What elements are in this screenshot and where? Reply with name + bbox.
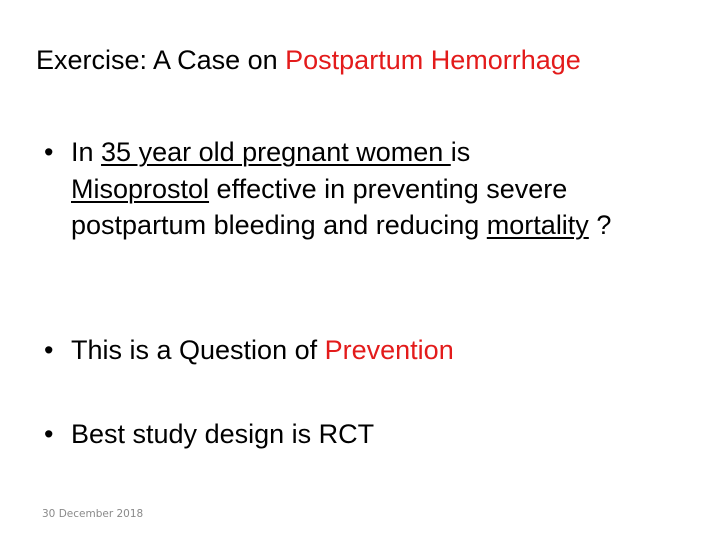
footer-date: 30 December 2018 — [42, 508, 144, 520]
bullet-marker: • — [44, 137, 54, 167]
question-population: 35 year old pregnant women — [101, 137, 451, 167]
bullet-list — [44, 134, 684, 449]
title-highlight: Postpartum Hemorrhage — [285, 45, 581, 75]
bullet-study-design — [44, 416, 711, 453]
bullet-question-type — [44, 332, 711, 369]
question-type-prefix: This is a Question of — [71, 335, 325, 365]
question-text-3: effective in preventing severe postpartum bleeding and reducing — [71, 173, 568, 240]
question-type-highlight: Prevention — [324, 335, 454, 365]
question-outcome: mortality — [486, 210, 589, 240]
question-intervention: Misoprostol — [71, 173, 210, 204]
bullet-marker: • — [44, 419, 54, 449]
bullet-marker: • — [44, 335, 54, 365]
question-text-2: is — [450, 137, 471, 167]
study-design-text: Best study design is RCT — [71, 419, 375, 449]
question-text-4: ? — [588, 210, 612, 240]
title-prefix: Exercise: A Case on — [36, 45, 286, 75]
question-text-1: In — [71, 137, 102, 167]
bullet-question — [44, 134, 684, 244]
slide-title — [36, 42, 581, 78]
